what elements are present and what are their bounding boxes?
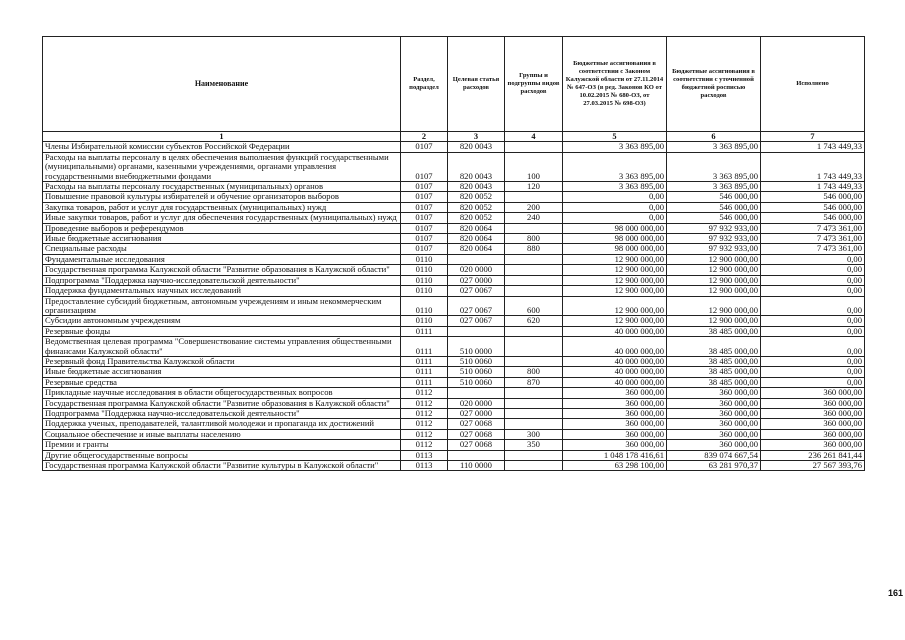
table-row [43,275,865,285]
table-row [43,182,865,192]
cell-target-article [448,326,505,336]
cell-target-article: 027 0067 [448,296,505,316]
cell-assign-refined: 12 900 000,00 [667,296,761,316]
cell-assign-law: 0,00 [563,202,667,212]
cell-target-article: 820 0064 [448,223,505,233]
cell-assign-law: 40 000 000,00 [563,356,667,366]
cell-expense-group: 870 [505,377,563,387]
cell-assign-law: 0,00 [563,213,667,223]
cell-assign-refined: 12 900 000,00 [667,265,761,275]
cell-expense-group: 880 [505,244,563,254]
cell-expense-group [505,275,563,285]
header-target: Целевая статья расходов [448,37,505,132]
cell-executed: 546 000,00 [761,202,865,212]
cell-assign-refined: 546 000,00 [667,192,761,202]
cell-assign-refined: 38 485 000,00 [667,356,761,366]
cell-assign-law: 63 298 100,00 [563,461,667,471]
cell-section: 0110 [401,254,448,264]
cell-executed: 7 473 361,00 [761,223,865,233]
cell-target-article: 027 0067 [448,316,505,326]
header-assign-refined: Бюджетные ассигнования в соответствии с уточненной бюджетной росписью расходов [667,37,761,132]
cell-assign-refined: 97 932 933,00 [667,223,761,233]
cell-assign-law: 40 000 000,00 [563,326,667,336]
cell-section: 0107 [401,192,448,202]
cell-assign-refined: 360 000,00 [667,440,761,450]
cell-section: 0112 [401,408,448,418]
cell-expense-group: 800 [505,367,563,377]
column-number-row [43,132,865,142]
cell-executed: 546 000,00 [761,192,865,202]
cell-executed: 360 000,00 [761,408,865,418]
header-executed: Исполнено [761,37,865,132]
table-row [43,296,865,316]
cell-expense-group: 200 [505,202,563,212]
cell-assign-law: 360 000,00 [563,440,667,450]
cell-name: Расходы на выплаты персоналу государственных (муниципальных) органов [43,182,401,192]
table-row [43,234,865,244]
cell-assign-refined: 360 000,00 [667,398,761,408]
cell-name: Государственная программа Калужской области "Развитие образования в Калужской области" [43,398,401,408]
table-row [43,152,865,181]
cell-assign-law: 3 363 895,00 [563,142,667,152]
cell-assign-law: 98 000 000,00 [563,244,667,254]
cell-target-article: 820 0064 [448,244,505,254]
cell-expense-group: 800 [505,234,563,244]
cell-section: 0107 [401,182,448,192]
cell-section: 0107 [401,223,448,233]
table-row [43,419,865,429]
cell-section: 0113 [401,461,448,471]
cell-assign-refined: 12 900 000,00 [667,286,761,296]
cell-name: Государственная программа Калужской области "Развитие образования в Калужской области" [43,265,401,275]
cell-expense-group [505,142,563,152]
cell-assign-refined: 97 932 933,00 [667,244,761,254]
cell-expense-group [505,388,563,398]
cell-executed: 1 743 449,33 [761,152,865,181]
cell-executed: 27 567 393,76 [761,461,865,471]
cell-name: Резервный фонд Правительства Калужской области [43,356,401,366]
cell-assign-law: 12 900 000,00 [563,275,667,285]
cell-executed: 0,00 [761,254,865,264]
table-row [43,461,865,471]
cell-assign-refined: 3 363 895,00 [667,152,761,181]
cell-expense-group [505,265,563,275]
cell-assign-law: 12 900 000,00 [563,316,667,326]
cell-name: Фундаментальные исследования [43,254,401,264]
cell-assign-law: 1 048 178 416,61 [563,450,667,460]
cell-executed: 0,00 [761,326,865,336]
table-row [43,202,865,212]
cell-target-article [448,254,505,264]
cell-section: 0110 [401,316,448,326]
cell-name: Субсидии автономным учреждениям [43,316,401,326]
cell-target-article: 027 0068 [448,440,505,450]
cell-section: 0111 [401,356,448,366]
table-row [43,254,865,264]
cell-assign-law: 12 900 000,00 [563,254,667,264]
cell-name: Прикладные научные исследования в области общегосударственных вопросов [43,388,401,398]
cell-name: Проведение выборов и референдумов [43,223,401,233]
cell-assign-refined: 12 900 000,00 [667,275,761,285]
cell-expense-group [505,337,563,357]
cell-name: Поддержка ученых, преподавателей, талантливой молодежи и пропаганда их достижений [43,419,401,429]
cell-expense-group [505,408,563,418]
cell-assign-refined: 63 281 970,37 [667,461,761,471]
cell-name: Премии и гранты [43,440,401,450]
column-number: 2 [401,132,448,142]
table-row [43,192,865,202]
cell-expense-group [505,223,563,233]
table-row [43,265,865,275]
cell-assign-refined: 38 485 000,00 [667,326,761,336]
cell-target-article: 820 0043 [448,142,505,152]
cell-name: Резервные средства [43,377,401,387]
cell-executed: 0,00 [761,367,865,377]
column-number: 6 [667,132,761,142]
cell-section: 0107 [401,234,448,244]
cell-section: 0110 [401,275,448,285]
header-assign-law: Бюджетные ассигнования в соответствии с Законом Калужской области от 27.11.2014 № 647-ОЗ (в ред. Законов КО от 10.02.2015 № 680-ОЗ, от 27.03.2015 № 698-ОЗ) [563,37,667,132]
cell-name: Специальные расходы [43,244,401,254]
cell-target-article: 820 0043 [448,152,505,181]
cell-name: Закупка товаров, работ и услуг для государственных (муниципальных) нужд [43,202,401,212]
cell-target-article [448,450,505,460]
cell-executed: 1 743 449,33 [761,142,865,152]
cell-assign-law: 12 900 000,00 [563,265,667,275]
cell-target-article: 510 0060 [448,367,505,377]
cell-assign-law: 98 000 000,00 [563,234,667,244]
cell-assign-refined: 97 932 933,00 [667,234,761,244]
cell-executed: 7 473 361,00 [761,234,865,244]
budget-rows [43,142,865,471]
cell-expense-group: 100 [505,152,563,181]
table-row [43,450,865,460]
cell-expense-group [505,356,563,366]
cell-name: Поддержка фундаментальных научных исследований [43,286,401,296]
cell-name: Иные бюджетные ассигнования [43,367,401,377]
header-row [43,37,865,132]
table-row [43,377,865,387]
cell-assign-refined: 546 000,00 [667,213,761,223]
cell-assign-refined: 38 485 000,00 [667,337,761,357]
cell-executed: 360 000,00 [761,398,865,408]
cell-section: 0110 [401,265,448,275]
cell-name: Подпрограмма "Поддержка научно-исследовательской деятельности" [43,275,401,285]
table-row [43,408,865,418]
cell-name: Предоставление субсидий бюджетным, автономным учреждениям и иным некоммерческим организациям [43,296,401,316]
cell-assign-refined: 360 000,00 [667,408,761,418]
cell-executed: 546 000,00 [761,213,865,223]
cell-assign-law: 40 000 000,00 [563,377,667,387]
cell-target-article: 510 0000 [448,337,505,357]
cell-executed: 0,00 [761,275,865,285]
cell-assign-refined: 360 000,00 [667,429,761,439]
cell-expense-group [505,192,563,202]
cell-section: 0110 [401,296,448,316]
cell-executed: 1 743 449,33 [761,182,865,192]
cell-target-article: 027 0000 [448,408,505,418]
cell-executed: 0,00 [761,316,865,326]
cell-assign-law: 12 900 000,00 [563,296,667,316]
cell-executed: 236 261 841,44 [761,450,865,460]
cell-expense-group: 300 [505,429,563,439]
cell-section: 0111 [401,337,448,357]
cell-assign-refined: 546 000,00 [667,202,761,212]
cell-expense-group: 620 [505,316,563,326]
cell-target-article: 110 0000 [448,461,505,471]
cell-assign-refined: 38 485 000,00 [667,367,761,377]
cell-expense-group [505,461,563,471]
cell-expense-group [505,254,563,264]
table-row [43,367,865,377]
cell-assign-refined: 12 900 000,00 [667,254,761,264]
cell-section: 0107 [401,202,448,212]
cell-name: Подпрограмма "Поддержка научно-исследовательской деятельности" [43,408,401,418]
cell-target-article: 820 0052 [448,192,505,202]
cell-target-article: 820 0064 [448,234,505,244]
table-row [43,316,865,326]
table-row [43,356,865,366]
column-number: 3 [448,132,505,142]
table-row [43,213,865,223]
cell-executed: 0,00 [761,286,865,296]
column-number: 4 [505,132,563,142]
table-row [43,286,865,296]
cell-target-article [448,388,505,398]
cell-target-article: 820 0052 [448,213,505,223]
cell-assign-law: 360 000,00 [563,419,667,429]
header-name: Наименование [43,37,401,132]
cell-target-article: 027 0068 [448,429,505,439]
cell-assign-law: 3 363 895,00 [563,182,667,192]
cell-section: 0107 [401,142,448,152]
header-groups: Группы и подгруппы видов расходов [505,37,563,132]
cell-assign-law: 12 900 000,00 [563,286,667,296]
cell-executed: 0,00 [761,377,865,387]
cell-section: 0107 [401,152,448,181]
cell-target-article: 027 0000 [448,275,505,285]
cell-assign-refined: 38 485 000,00 [667,377,761,387]
cell-name: Иные бюджетные ассигнования [43,234,401,244]
page-number: 161 [887,588,903,598]
cell-assign-law: 360 000,00 [563,398,667,408]
cell-assign-refined: 839 074 667,54 [667,450,761,460]
cell-name: Социальное обеспечение и иные выплаты населению [43,429,401,439]
cell-section: 0111 [401,377,448,387]
header-section: Раздел, подраздел [401,37,448,132]
cell-name: Расходы на выплаты персоналу в целях обеспечения выполнения функций государственными (муниципальными) органами, казенными учреждениями, органами управления государственными внебюджетными фондами [43,152,401,181]
cell-assign-law: 40 000 000,00 [563,367,667,377]
column-number: 5 [563,132,667,142]
cell-assign-law: 3 363 895,00 [563,152,667,181]
cell-expense-group [505,419,563,429]
cell-assign-refined: 360 000,00 [667,419,761,429]
cell-executed: 360 000,00 [761,388,865,398]
cell-assign-law: 360 000,00 [563,408,667,418]
table-row [43,326,865,336]
cell-name: Резервные фонды [43,326,401,336]
cell-executed: 0,00 [761,356,865,366]
cell-section: 0111 [401,326,448,336]
cell-target-article: 820 0052 [448,202,505,212]
table-row [43,429,865,439]
cell-executed: 360 000,00 [761,429,865,439]
table-row [43,223,865,233]
table-row [43,398,865,408]
cell-assign-law: 0,00 [563,192,667,202]
column-number: 1 [43,132,401,142]
cell-expense-group: 600 [505,296,563,316]
cell-section: 0107 [401,244,448,254]
table-row [43,337,865,357]
cell-assign-refined: 3 363 895,00 [667,182,761,192]
cell-target-article: 020 0000 [448,265,505,275]
table-row [43,142,865,152]
cell-target-article: 027 0067 [448,286,505,296]
cell-executed: 0,00 [761,296,865,316]
cell-section: 0112 [401,419,448,429]
cell-section: 0112 [401,440,448,450]
cell-executed: 360 000,00 [761,419,865,429]
column-number: 7 [761,132,865,142]
cell-section: 0112 [401,429,448,439]
cell-target-article: 510 0060 [448,377,505,387]
cell-assign-refined: 3 363 895,00 [667,142,761,152]
budget-sheet [42,36,864,471]
cell-expense-group [505,398,563,408]
cell-assign-law: 98 000 000,00 [563,223,667,233]
cell-expense-group [505,450,563,460]
table-row [43,388,865,398]
cell-section: 0113 [401,450,448,460]
cell-name: Ведомственная целевая программа "Совершенствование системы управления общественными финансами Калужской области" [43,337,401,357]
cell-assign-law: 40 000 000,00 [563,337,667,357]
cell-expense-group [505,326,563,336]
table-row [43,244,865,254]
cell-section: 0110 [401,286,448,296]
cell-executed: 360 000,00 [761,440,865,450]
cell-target-article: 820 0043 [448,182,505,192]
cell-section: 0107 [401,213,448,223]
cell-executed: 0,00 [761,337,865,357]
cell-executed: 7 473 361,00 [761,244,865,254]
table-row [43,440,865,450]
cell-name: Государственная программа Калужской области "Развитие культуры в Калужской области" [43,461,401,471]
cell-target-article: 027 0068 [448,419,505,429]
cell-target-article: 510 0060 [448,356,505,366]
cell-target-article: 020 0000 [448,398,505,408]
cell-expense-group: 240 [505,213,563,223]
cell-name: Другие общегосударственные вопросы [43,450,401,460]
cell-name: Члены Избирательной комиссии субъектов Российской Федерации [43,142,401,152]
cell-assign-law: 360 000,00 [563,429,667,439]
cell-name: Повышение правовой культуры избирателей и обучение организаторов выборов [43,192,401,202]
cell-expense-group [505,286,563,296]
cell-assign-law: 360 000,00 [563,388,667,398]
cell-executed: 0,00 [761,265,865,275]
budget-table [42,36,865,471]
cell-section: 0112 [401,398,448,408]
cell-section: 0111 [401,367,448,377]
cell-section: 0112 [401,388,448,398]
cell-expense-group: 350 [505,440,563,450]
cell-assign-refined: 12 900 000,00 [667,316,761,326]
cell-name: Иные закупки товаров, работ и услуг для обеспечения государственных (муниципальных) нужд [43,213,401,223]
cell-assign-refined: 360 000,00 [667,388,761,398]
cell-expense-group: 120 [505,182,563,192]
